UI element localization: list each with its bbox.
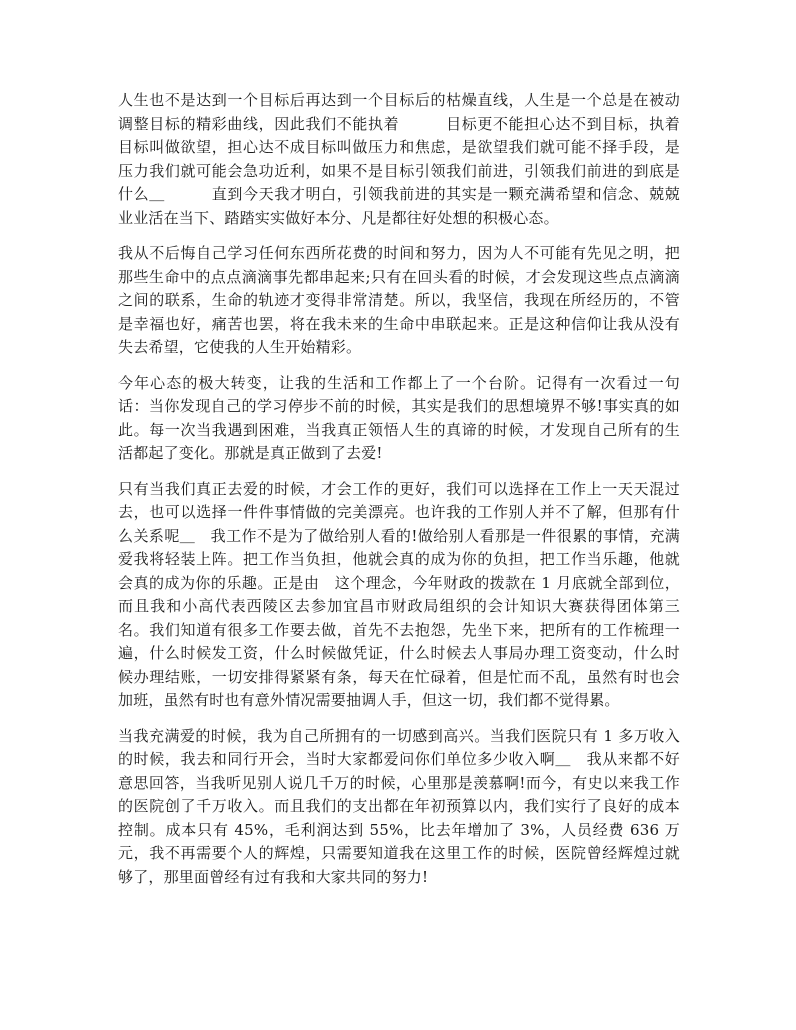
paragraph-2: 我从不后悔自己学习任何东西所花费的时间和努力，因为人不可能有先见之明，把那些生命中的点点滴滴事先都串起来;只有在回头看的时候，才会发现这些点点滴滴之间的联系，生命的轨迹才变得非常清楚。所以，我坚信，我现在所经历的，不管是幸福也好，痛苦也罢，将在我未来的生命中串联起来。正是这种信仰让我从没有失去希望，它使我的人生开始精彩。 [118, 244, 680, 356]
paragraph-5: 当我充满爱的时候，我为自己所拥有的一切感到高兴。当我们医院只有 1 多万收入的时候，我去和同行开会，当时大家都爱问你们单位多少收入啊＿ 我从来都不好意思回答，当我听见别人说几千万的时候，心里那是羡慕啊!而今，有史以来我工作的医院创了千万收入。而且我们的支出都在年初预算以内，我们实行了良好的成本控制。成本只有 45%，毛利润达到 55%，比去年增加了 3%，人员经费 636 万元，我不再需要个人的辉煌，只需要知道我在这里工作的时候，医院曾经辉煌过就够了，那里面曾经有过有我和大家共同的努力! [118, 726, 680, 886]
paragraph-3: 今年心态的极大转变，让我的生活和工作都上了一个台阶。记得有一次看过一句话：当你发现自己的学习停步不前的时候，其实是我们的思想境界不够!事实真的如此。每一次当我遇到困难，当我真正领悟人生的真谛的时候，才发现自己所有的生活都起了变化。那就是真正做到了去爱! [118, 373, 680, 462]
paragraph-4: 只有当我们真正去爱的时候，才会工作的更好，我们可以选择在工作上一天天混过去，也可以选择一件件事情做的完美漂亮。也许我的工作别人并不了解，但那有什么关系呢＿ 我工作不是为了做给别人看的!做给别人看那是一件很累的事情，充满爱我将轻装上阵。把工作当负担，他就会真的成为你的负担，把工作当乐趣，他就会真的成为你的乐趣。正是由 这个理念，今年财政的拨款在 1 月底就全部到位，而且我和小高代表西陵区去参加宜昌市财政局组织的会计知识大赛获得团体第三名。我们知道有很多工作要去做，首先不去抱怨，先坐下来，把所有的工作梳理一遍，什么时候发工资，什么时候做凭证，什么时候去人事局办理工资变动，什么时候办理结账，一切安排得紧紧有条，每天在忙碌着，但是忙而不乱，虽然有时也会加班，虽然有时也有意外情况需要抽调人手，但这一切，我们都不觉得累。 [118, 479, 680, 709]
paragraph-1: 人生也不是达到一个目标后再达到一个目标后的枯燥直线，人生是一个总是在被动调整目标的精彩曲线，因此我们不能执着 目标更不能担心达不到目标，执着 目标叫做欲望，担心达不成目标叫做压力和焦虑，是欲望我们就可能不择手段，是压力我们就可能会急功近利，如果不是目标引领我们前进，引领我们前进的到底是什么＿ 直到今天我才明白，引领我前进的其实是一颗充满希望和信念、兢兢业业活在当下、踏踏实实做好本分、凡是都往好处想的积极心态。 [118, 91, 726, 227]
document-body [118, 89, 726, 901]
